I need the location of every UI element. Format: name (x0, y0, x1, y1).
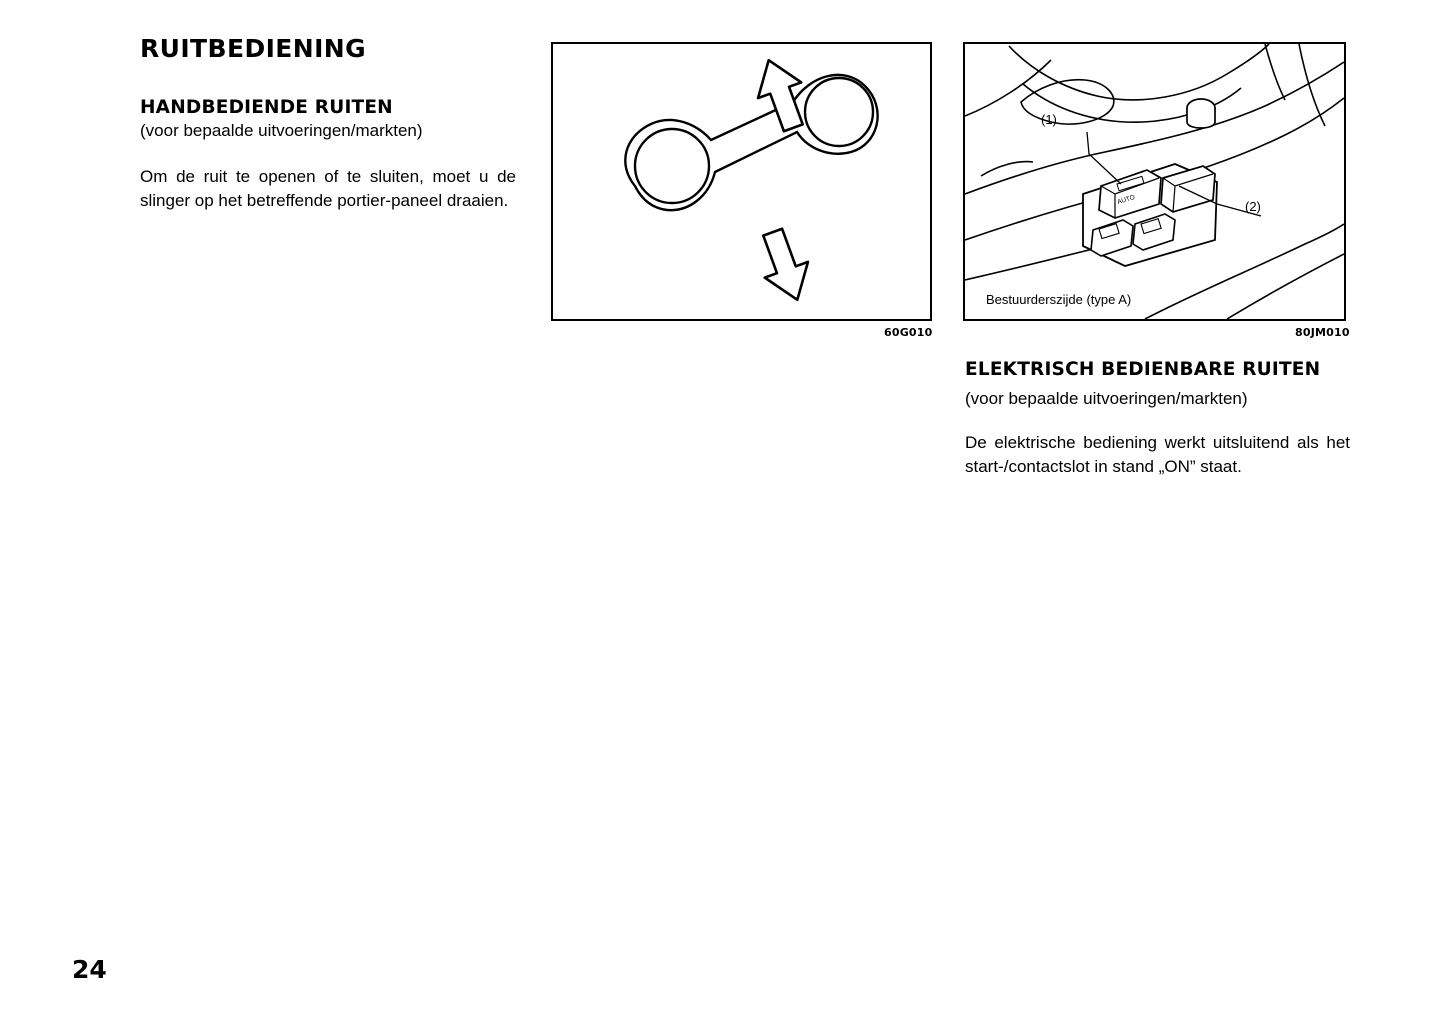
manual-windows-paragraph: Om de ruit te openen of te sluiten, moet u de slinger op het betreffende portier-paneel draaien. (140, 166, 516, 211)
crank-handle-illustration (553, 44, 930, 319)
manual-windows-subtitle: (voor bepaalde uitvoeringen/markten) (140, 121, 423, 140)
callout-label-1: (1) (1041, 112, 1057, 127)
figure-power-window-switches (963, 42, 1346, 321)
figure-window-crank (551, 42, 932, 321)
power-windows-heading: ELEKTRISCH BEDIENBARE RUITEN (965, 359, 1321, 380)
leader-line-1 (1087, 132, 1121, 184)
door-switch-panel-illustration (965, 44, 1344, 319)
left-text-column (140, 34, 520, 213)
figure-switches-caption: Bestuurderszijde (type A) (986, 292, 1132, 307)
callout-label-2: (2) (1245, 199, 1261, 214)
power-windows-paragraph: De elektrische bediening werkt uitsluitend als het start-/contactslot in stand „ON” staat. (965, 432, 1350, 476)
arrow-down-icon (751, 224, 819, 307)
door-lock-knob (1187, 99, 1215, 128)
figure-switches-code: 80JM010 (1295, 326, 1350, 339)
right-text-column (965, 358, 1350, 479)
power-windows-subtitle: (voor bepaalde uitvoeringen/markten) (965, 388, 1248, 408)
manual-windows-heading: HANDBEDIENDE RUITEN (140, 97, 393, 118)
switch-auto-label: AUTO (1116, 193, 1136, 206)
figure-crank-code: 60G010 (884, 326, 933, 339)
arrow-up-icon (747, 52, 815, 135)
page-title: RUITBEDIENING (140, 34, 367, 63)
page-number: 24 (72, 955, 107, 984)
